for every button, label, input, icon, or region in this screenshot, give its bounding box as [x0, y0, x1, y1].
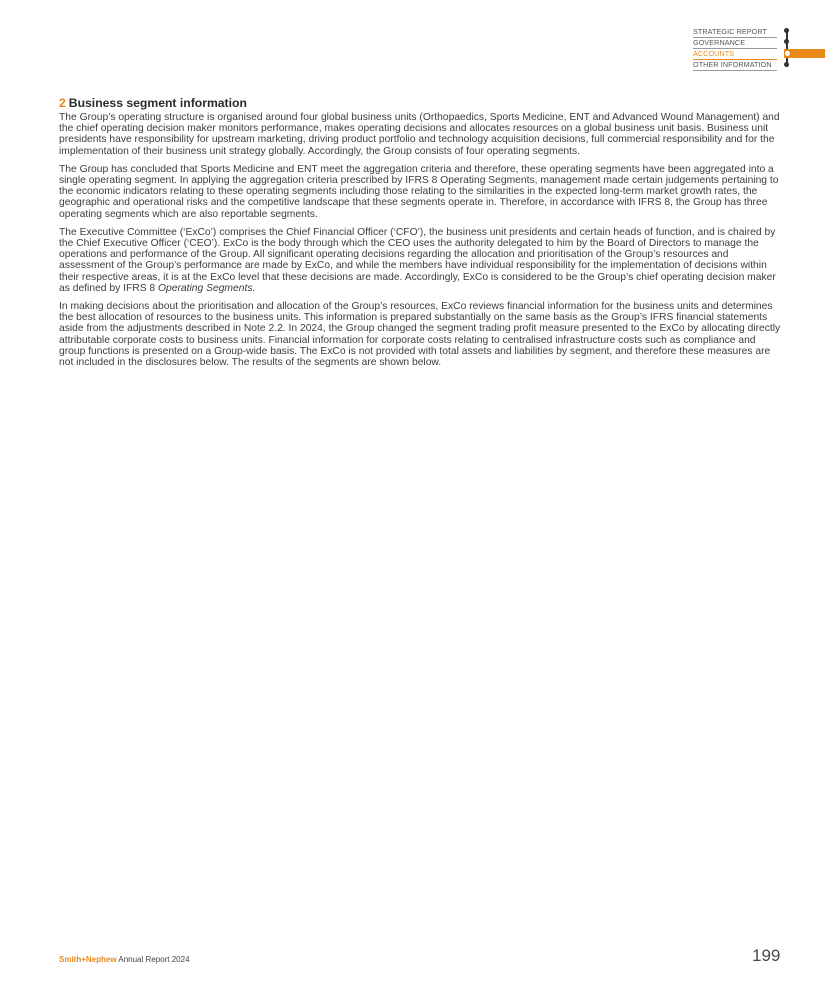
- footer-brand-name: Smith+Nephew: [59, 955, 117, 964]
- paragraph-executive-committee-text: The Executive Committee (‘ExCo’) comprises the Chief Financial Officer (‘CFO’), the business unit presidents and certain heads of function, and is chaired by the Chief Executive Officer (‘CEO’). ExCo is the body through which the CEO uses the authority delegated to him by the Board of Directors to manage the operations and performance of the Group. All significant operating decisions regarding the allocation and prioritisation of the Group’s resources and assessment of the Group’s performance are made by ExCo, and while the members have individual responsibility for the implementation of decisions within their respective areas, it is at the ExCo level that these decisions are made. Accordingly, ExCo is considered to be the Group’s chief operating decision maker as defined by IFRS 8: [59, 226, 776, 294]
- page-number: 199: [752, 946, 781, 965]
- section-title: Business segment information: [68, 96, 247, 110]
- paragraph-operating-structure: The Group’s operating structure is organised around four global business units (Orthopaedics, Sports Medicine, ENT and Advanced Wound Management) and the chief operating decision maker monitors performance, makes operating decisions and allocates resources on a global business unit basis. Business unit presidents have responsibility for upstream marketing, driving product portfolio and technology acquisition decisions, full commercial responsibility and for the implementation of their business unit strategy globally. Accordingly, the Group consists of four operating segments.: [59, 112, 780, 157]
- nav-marker-icon: [784, 39, 789, 44]
- section-heading: [59, 96, 781, 111]
- section-number: 2: [59, 96, 66, 110]
- nav-item-governance[interactable]: GOVERNANCE: [693, 38, 777, 49]
- main-content: [59, 96, 781, 375]
- paragraph-executive-committee-italic: Operating Segments.: [158, 282, 256, 294]
- nav-marker-icon: [784, 28, 789, 33]
- nav-item-accounts[interactable]: ACCOUNTS: [693, 49, 777, 60]
- footer-report-name: Annual Report 2024: [116, 955, 190, 964]
- section-navigation: [693, 27, 825, 69]
- active-marker-icon: [785, 51, 790, 56]
- paragraph-aggregation: The Group has concluded that Sports Medicine and ENT meet the aggregation criteria and therefore, these operating segments have been aggregated into a single operating segment. In applying the aggregation criteria prescribed by IFRS 8 Operating Segments, management made certain judgements pertaining to the economic indicators relating to these operating segments including those relating to the similarities in the expected long-term market growth rates, the geographic and operational risks and the competitive landscape that these segments operate in. Therefore, in accordance with IFRS 8, the Group has three operating segments which are also reportable segments.: [59, 163, 779, 220]
- nav-marker-icon: [784, 62, 789, 67]
- footer-report-title: [59, 955, 190, 964]
- active-section-tab: [784, 49, 825, 58]
- nav-item-strategic-report[interactable]: STRATEGIC REPORT: [693, 27, 777, 38]
- nav-item-other-information[interactable]: OTHER INFORMATION: [693, 60, 777, 71]
- paragraph-executive-committee: [59, 227, 781, 294]
- paragraph-resource-allocation: In making decisions about the prioritisation and allocation of the Group’s resources, ExCo reviews financial information for the business units and determines the best allocation of resources to the business units. This information is prepared substantially on the same basis as the Group’s IFRS financial statements aside from the adjustments described in Note 2.2. In 2024, the Group changed the segment trading profit measure presented to the ExCo by allocating directly attributable corporate costs to business units. Financial information for corporate costs relating to centralised infrastructure costs such as compliance and group functions is presented on a Group-wide basis. The ExCo is not provided with total assets and liabilities by segment, and therefore these measures are not included in the disclosures below. The results of the segments are shown below.: [59, 301, 781, 369]
